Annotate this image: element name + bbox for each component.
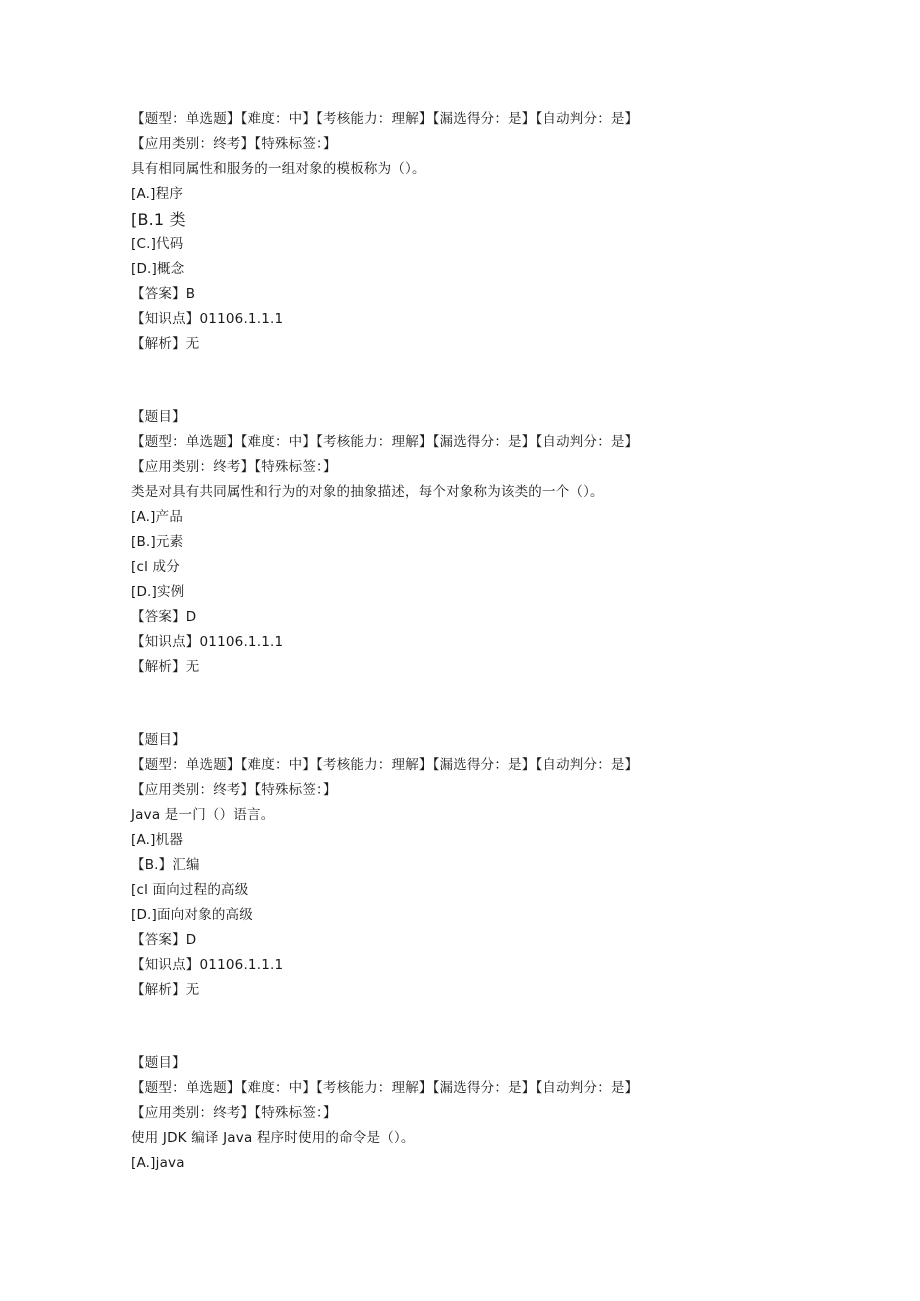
knowledge-line: 【知识点】01106.1.1.1	[131, 634, 284, 650]
answer-line: 【答案】D	[131, 609, 197, 625]
question-block-1	[131, 107, 831, 357]
spacer	[131, 1003, 831, 1051]
knowledge-line: 【知识点】01106.1.1.1	[131, 957, 284, 973]
question-meta-line: 【应用类别：终考】【特殊标签：】	[131, 782, 337, 798]
question-stem: Java 是一门（）语言。	[131, 807, 275, 823]
option-a: [A.]程序	[131, 186, 184, 202]
question-meta-line: 【应用类别：终考】【特殊标签：】	[131, 1105, 337, 1121]
document-page	[131, 107, 831, 1176]
option-c: [cl 面向过程的高级	[131, 882, 249, 898]
question-header: 【题目】	[131, 409, 186, 425]
option-a: [A.]机器	[131, 832, 184, 848]
question-block-4	[131, 1051, 831, 1176]
spacer	[131, 680, 831, 728]
option-d: [D.]面向对象的高级	[131, 907, 253, 923]
option-a: [A.]产品	[131, 509, 184, 525]
question-meta-line: 【题型：单选题】【难度：中】【考核能力：理解】【漏选得分：是】【自动判分：是】	[131, 111, 639, 127]
answer-line: 【答案】B	[131, 286, 196, 302]
option-c: [C.]代码	[131, 236, 184, 252]
question-meta-line: 【题型：单选题】【难度：中】【考核能力：理解】【漏选得分：是】【自动判分：是】	[131, 434, 639, 450]
question-meta-line: 【题型：单选题】【难度：中】【考核能力：理解】【漏选得分：是】【自动判分：是】	[131, 1080, 639, 1096]
question-header: 【题目】	[131, 1055, 186, 1071]
question-meta-line: 【题型：单选题】【难度：中】【考核能力：理解】【漏选得分：是】【自动判分：是】	[131, 757, 639, 773]
option-b: [B.]元素	[131, 534, 184, 550]
knowledge-line: 【知识点】01106.1.1.1	[131, 311, 284, 327]
analysis-line: 【解析】无	[131, 336, 200, 352]
question-header: 【题目】	[131, 732, 186, 748]
question-block-2	[131, 405, 831, 680]
option-c: [cl 成分	[131, 559, 180, 575]
question-meta-line: 【应用类别：终考】【特殊标签：】	[131, 459, 337, 475]
question-meta-line: 【应用类别：终考】【特殊标签：】	[131, 136, 337, 152]
analysis-line: 【解析】无	[131, 659, 200, 675]
question-stem: 类是对具有共同属性和行为的对象的抽象描述，每个对象称为该类的一个（）。	[131, 484, 604, 500]
option-b: [B.1 类	[131, 210, 186, 229]
option-b: 【B.】汇编	[131, 857, 200, 873]
question-stem: 具有相同属性和服务的一组对象的模板称为（）。	[131, 161, 426, 177]
answer-line: 【答案】D	[131, 932, 197, 948]
question-block-3	[131, 728, 831, 1003]
option-a: [A.]java	[131, 1155, 185, 1171]
option-d: [D.]实例	[131, 584, 185, 600]
option-d: [D.]概念	[131, 261, 185, 277]
question-stem: 使用 JDK 编译 Java 程序时使用的命令是（）。	[131, 1130, 415, 1146]
analysis-line: 【解析】无	[131, 982, 200, 998]
spacer	[131, 357, 831, 405]
